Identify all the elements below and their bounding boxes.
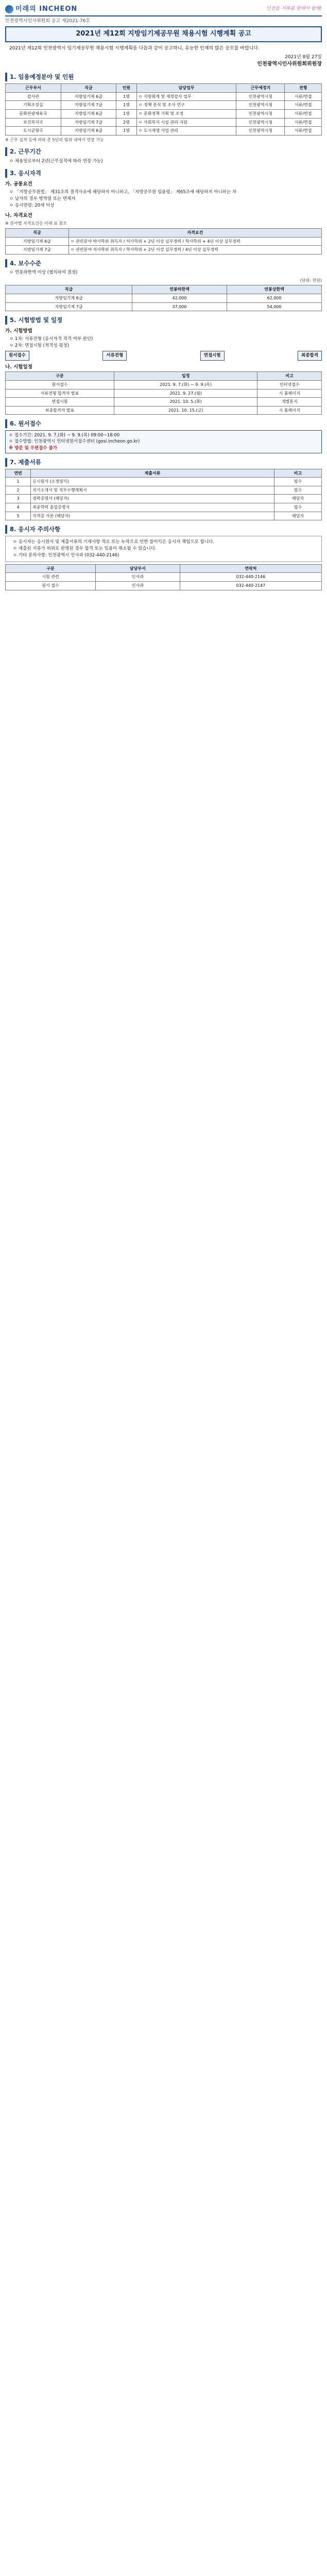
table-cell: 지방임기제 6급 [61, 109, 116, 118]
documents-table [5, 469, 322, 521]
table-cell: 1명 [116, 109, 137, 118]
table-cell: 42,000 [132, 294, 227, 302]
table-cell: 032-440-2146 [180, 573, 321, 582]
table-row [6, 380, 322, 389]
flow-step: 서류전형 [102, 351, 127, 360]
table-cell: ㅇ 지방회계 및 재정감사 업무 [136, 92, 236, 101]
table-header: 직급 [61, 84, 116, 93]
table-cell: 2021. 9. 27.(월) [114, 389, 257, 398]
table-header: 인원 [116, 84, 137, 93]
table-cell: 시험 관련 [6, 573, 96, 582]
table-header-row [6, 229, 322, 238]
table-cell: 해당자 [274, 495, 321, 503]
table-row [6, 127, 322, 135]
caution-block [5, 536, 322, 562]
table-cell: 필수 [274, 503, 321, 512]
apply-item: ㅇ 접수기간: 2021. 9. 7.(화) ~ 9. 9.(목) 09:00~18:00 [9, 432, 120, 438]
exam-schedule-title: 나. 시험일정 [5, 364, 32, 370]
table-cell: 지방임기제 6급 [61, 92, 116, 101]
table-header: 담당업무 [136, 84, 236, 93]
table-row [6, 237, 322, 246]
table-header: 구분 [6, 372, 114, 381]
table-cell: 인천광역시청 [236, 109, 285, 118]
table-cell: 1명 [116, 101, 137, 110]
table-cell: ㅇ 도시재생 사업 관리 [136, 127, 236, 135]
table-row [6, 118, 322, 127]
table-row [6, 109, 322, 118]
general-requirements-title: 가. 공통요건 [5, 181, 32, 187]
table-cell: 시 홈페이지 [257, 406, 322, 415]
table-cell: 2명 [116, 118, 137, 127]
table-header: 근무부서 [6, 84, 61, 93]
table-cell: ㅇ 관련분야 석사학위 취득자 / 학사학위 + 2년 이상 실무경력 / 4년 이상 실무경력 [68, 246, 321, 255]
section-title-5: 5. 시험방법 및 일정 [5, 316, 322, 325]
table-header: 일정 [114, 372, 257, 381]
requirement-item: ㅇ 「지방공무원법」 제31조의 결격사유에 해당하지 아니하고, 「지방공무원 임용령」 제65조에 해당하지 아니하는 자 [9, 189, 237, 195]
notice-number: 인천광역시인사위원회 공고 제2021-76호 [5, 19, 91, 24]
table-row [6, 302, 322, 311]
section-title-7: 7. 제출서류 [5, 458, 322, 467]
table-cell: 최종합격자 발표 [6, 406, 114, 415]
table-row [6, 246, 322, 255]
requirement-item: ㅇ 남자의 경우 병역필 또는 면제자 [9, 196, 76, 202]
table-cell: ㅇ 문화정책 기획 및 조정 [136, 109, 236, 118]
table-header-row [6, 84, 322, 93]
table-header: 직급 [6, 229, 69, 238]
requirement-item: ㅇ 응시연령: 20세 이상 [9, 203, 55, 209]
table-row [6, 573, 322, 582]
exam-method-item: ㅇ 2차: 면접시험 (적격성 평정) [9, 343, 70, 348]
pay-unit: (단위: 천원) [300, 278, 322, 283]
table-row [6, 503, 322, 512]
table-header-row [6, 372, 322, 381]
section-title-3: 3. 응시자격 [5, 169, 322, 178]
table-row [6, 486, 322, 495]
incheon-logo-icon [5, 5, 13, 13]
flow-step: 최종합격 [298, 351, 322, 360]
table-cell: 지방임기제 7급 [61, 101, 116, 110]
table-cell: 62,000 [227, 294, 321, 302]
table-row [6, 389, 322, 398]
pay-intro: ㅇ 연봉하한액 이상 (협의하여 결정) [9, 270, 78, 276]
caution-item: ㅇ 응시자는 응시원서 및 제출서류의 기재사항 착오 또는 누락으로 인한 불이익은 응시자 책임으로 합니다. [13, 539, 214, 545]
table-row [6, 101, 322, 110]
table-cell: 지방임기제 7급 [6, 246, 69, 255]
table-cell: 경력증명서 (해당자) [31, 495, 274, 503]
positions-note: ※ 근무 실적 등에 따라 총 5년의 범위 내에서 연장 가능 [5, 137, 104, 142]
table-cell: 3 [6, 495, 31, 503]
positions-table [5, 83, 322, 135]
table-cell: 인천광역시청 [236, 118, 285, 127]
table-cell: 2021. 10. 15.(금) [114, 406, 257, 415]
table-cell: ㅇ 정책 분석 및 조사 연구 [136, 101, 236, 110]
table-cell: 자기소개서 및 직무수행계획서 [31, 486, 274, 495]
table-row [6, 406, 322, 415]
table-cell: 문화관광체육국 [6, 109, 61, 118]
flow-step: 면접시험 [200, 351, 225, 360]
table-cell: 2021. 10. 5.(화) [114, 398, 257, 406]
table-header-row [6, 564, 322, 573]
exam-method-item: ㅇ 1차: 서류전형 (응시자격 적격 여부 판단) [9, 336, 93, 342]
pay-table [5, 285, 322, 311]
table-cell: 개별통지 [257, 398, 322, 406]
table-header: 전형 [285, 84, 322, 93]
table-cell: 필수 [274, 478, 321, 486]
table-cell: 서류/면접 [285, 92, 322, 101]
page-title: 2021년 제12회 지방임기제공무원 채용시험 시행계획 공고 [5, 26, 322, 42]
table-row [6, 512, 322, 520]
table-cell: 서류/면접 [285, 118, 322, 127]
table-cell: 2021. 9. 7.(화) ~ 9. 9.(목) [114, 380, 257, 389]
table-cell: 5 [6, 512, 31, 520]
notice-date: 2021년 8월 27일 [285, 54, 322, 60]
table-cell: 지방임기제 7급 [6, 302, 132, 311]
flow-step: 원서접수 [5, 351, 29, 360]
table-cell: 원서접수 [6, 380, 114, 389]
table-cell: 필수 [274, 486, 321, 495]
exam-flow [5, 351, 322, 360]
table-cell: 54,000 [227, 302, 321, 311]
table-cell: 37,000 [132, 302, 227, 311]
table-cell: 최종학력 졸업증명서 [31, 503, 274, 512]
table-header-row [6, 469, 322, 478]
section-title-1: 1. 임용예정분야 및 인원 [5, 73, 322, 81]
slogan: 인천을 기부로 앞에서 함께! [266, 6, 322, 12]
qualification-table [5, 228, 322, 255]
table-cell: 지방임기제 7급 [61, 118, 116, 127]
table-header: 비고 [257, 372, 322, 381]
table-header: 비고 [274, 469, 321, 478]
logo-text: 미래의 INCHEON [15, 5, 78, 13]
notice-author: 인천광역시인사위원회위원장 [257, 61, 322, 67]
table-header: 연번 [6, 469, 31, 478]
table-row [6, 581, 322, 590]
special-requirements-title: 나. 자격요건 [5, 212, 32, 218]
table-cell: 시 홈페이지 [257, 389, 322, 398]
table-header: 자격요건 [68, 229, 321, 238]
table-cell: 서류/면접 [285, 101, 322, 110]
table-cell: ㅇ 관련분야 박사학위 취득자 / 석사학위 + 2년 이상 실무경력 / 학사학위 + 4년 이상 실무경력 [68, 237, 321, 246]
logo [5, 5, 77, 14]
period-text: ㅇ 채용일로부터 2년(근무실적에 따라 연장 가능) [9, 158, 103, 164]
table-cell: 032-440-2147 [180, 581, 321, 590]
section-title-4: 4. 보수수준 [5, 259, 322, 268]
table-cell: 면접시험 [6, 398, 114, 406]
apply-item: ㅇ 접수방법: 인천광역시 인터넷원서접수센터 (gosi.incheon.go.kr) [9, 439, 140, 445]
apply-warning: ※ 방문 및 우편접수 불가 [9, 445, 58, 451]
notice-page [0, 0, 327, 601]
table-cell: 기획조정실 [6, 101, 61, 110]
table-cell: 서류전형 합격자 발표 [6, 389, 114, 398]
special-requirements-note: ※ 분야별 자격요건은 아래 표 참조 [5, 221, 67, 226]
table-cell: 응시원서 (소정양식) [31, 478, 274, 486]
table-cell: 인사과 [95, 581, 180, 590]
table-header: 연봉하한액 [132, 285, 227, 294]
table-header: 근무예정지 [236, 84, 285, 93]
top-bar [5, 3, 322, 16]
table-cell: 1 [6, 478, 31, 486]
table-cell: 보건복지국 [6, 118, 61, 127]
exam-method-title: 가. 시험방법 [5, 328, 32, 334]
table-cell: 4 [6, 503, 31, 512]
table-cell: 서류/면접 [285, 109, 322, 118]
table-header: 구분 [6, 564, 96, 573]
table-cell: 2 [6, 486, 31, 495]
table-cell: 인천광역시청 [236, 92, 285, 101]
table-header: 연락처 [180, 564, 321, 573]
table-cell: 서류/면접 [285, 127, 322, 135]
intro-text: 2021년 제12회 인천광역시 임기제공무원 채용시험 시행계획을 다음과 같이 공고하니, 유능한 인재의 많은 응모를 바랍니다. [9, 45, 260, 51]
table-cell: 지방임기제 6급 [61, 127, 116, 135]
table-cell: 자격증 사본 (해당자) [31, 512, 274, 520]
table-cell: 지방임기제 6급 [6, 294, 132, 302]
caution-item: ㅇ 제출된 서류가 허위로 판명된 경우 합격 또는 임용이 취소될 수 있습니다. [13, 546, 157, 552]
apply-box [5, 430, 322, 453]
table-cell: 원서 접수 [6, 581, 96, 590]
table-row [6, 398, 322, 406]
table-cell: 인터넷접수 [257, 380, 322, 389]
table-cell: 지방임기제 6급 [6, 237, 69, 246]
table-header: 직급 [6, 285, 132, 294]
table-cell: 1명 [116, 127, 137, 135]
table-cell: 인천광역시청 [236, 127, 285, 135]
table-header: 제출서류 [31, 469, 274, 478]
caution-item: ㅇ 기타 문의사항: 인천광역시 인사과 (032-440-2146) [13, 553, 119, 558]
table-row [6, 478, 322, 486]
section-title-6: 6. 원서접수 [5, 419, 322, 428]
table-cell: 인천광역시청 [236, 101, 285, 110]
table-cell: 도시균형국 [6, 127, 61, 135]
table-cell: ㅇ 사회복지 시설 관리 지원 [136, 118, 236, 127]
contacts-table [5, 564, 322, 590]
table-cell: 1명 [116, 92, 137, 101]
schedule-table [5, 371, 322, 415]
table-cell: 감사관 [6, 92, 61, 101]
table-header: 담당부서 [95, 564, 180, 573]
table-header: 연봉상한액 [227, 285, 321, 294]
section-title-8: 8. 응시자 주의사항 [5, 525, 322, 534]
table-row [6, 92, 322, 101]
table-row [6, 495, 322, 503]
table-cell: 해당자 [274, 512, 321, 520]
table-cell: 인사과 [95, 573, 180, 582]
table-header-row [6, 285, 322, 294]
section-title-2: 2. 근무기간 [5, 147, 322, 156]
table-row [6, 294, 322, 302]
